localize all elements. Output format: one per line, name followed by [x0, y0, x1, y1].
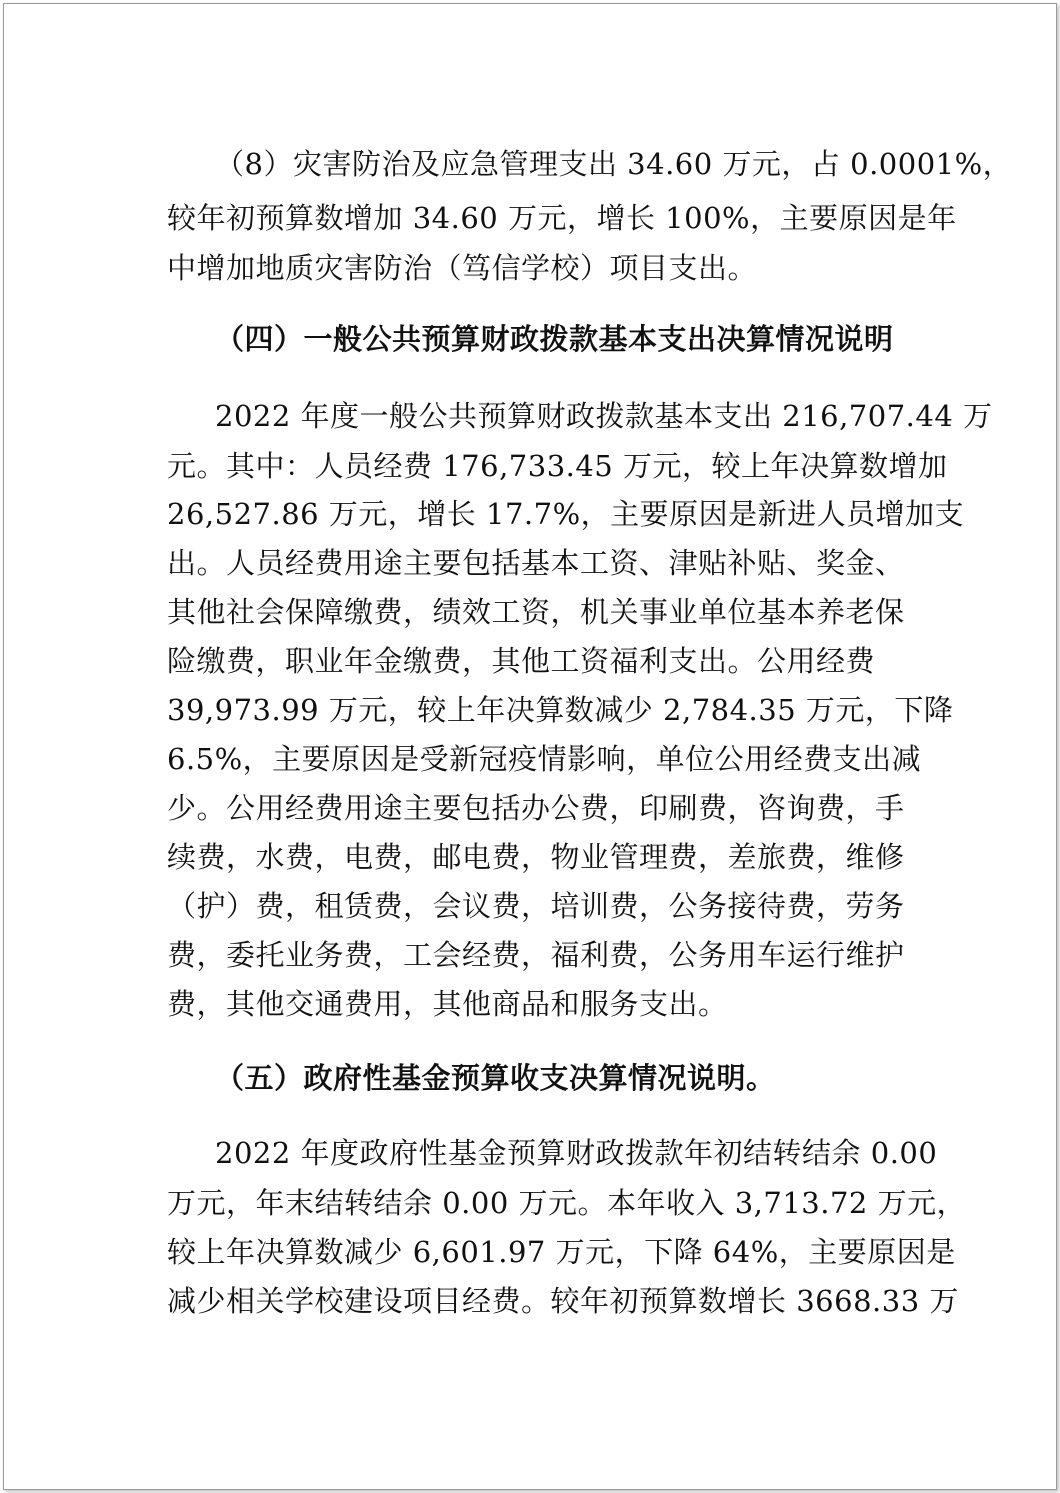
- paragraph-line: 2022 年度政府性基金预算财政拨款年初结转结余 0.00: [215, 1136, 938, 1170]
- paragraph-line: 较年初预算数增加 34.60 万元，增长 100%，主要原因是年: [167, 201, 957, 235]
- paragraph-line: 其他社会保障缴费，绩效工资，机关事业单位基本养老保: [167, 595, 905, 629]
- section-heading: （五）政府性基金预算收支决算情况说明。: [215, 1061, 776, 1095]
- document-page: [3, 3, 1057, 1490]
- paragraph-line: 2022 年度一般公共预算财政拨款基本支出 216,707.44 万: [215, 399, 993, 433]
- paragraph-line: 续费，水费，电费，邮电费，物业管理费，差旅费，维修: [167, 840, 905, 874]
- paragraph-line: 26,527.86 万元，增长 17.7%，主要原因是新进人员增加支: [167, 497, 965, 531]
- section-heading: （四）一般公共预算财政拨款基本支出决算情况说明: [215, 322, 894, 356]
- paragraph-line: 费，委托业务费，工会经费，福利费，公务用车运行维护: [167, 938, 905, 972]
- paragraph-line: 元。其中：人员经费 176,733.45 万元，较上年决算数增加: [167, 449, 948, 483]
- paragraph-line: 出。人员经费用途主要包括基本工资、津贴补贴、奖金、: [167, 546, 905, 580]
- paragraph-line: 费，其他交通费用，其他商品和服务支出。: [167, 987, 728, 1021]
- paragraph-line: 39,973.99 万元，较上年决算数减少 2,784.35 万元，下降: [167, 693, 954, 727]
- paragraph-line: 少。公用经费用途主要包括办公费，印刷费，咨询费，手: [167, 791, 905, 825]
- paragraph-line: 6.5%，主要原因是受新冠疫情影响，单位公用经费支出减: [167, 742, 922, 776]
- paragraph-line: 中增加地质灾害防治（笃信学校）项目支出。: [167, 251, 758, 285]
- paragraph-line: 减少相关学校建设项目经费。较年初预算数增长 3668.33 万: [167, 1284, 959, 1318]
- paragraph-line: （8）灾害防治及应急管理支出 34.60 万元，占 0.0001%，: [215, 147, 1013, 181]
- paragraph-line: 万元，年末结转结余 0.00 万元。本年收入 3,713.72 万元，: [167, 1186, 967, 1220]
- paragraph-line: 险缴费，职业年金缴费，其他工资福利支出。公用经费: [167, 644, 876, 678]
- paragraph-line: 较上年决算数减少 6,601.97 万元，下降 64%，主要原因是: [167, 1235, 956, 1269]
- paragraph-line: （护）费，租赁费，会议费，培训费，公务接待费，劳务: [167, 889, 905, 923]
